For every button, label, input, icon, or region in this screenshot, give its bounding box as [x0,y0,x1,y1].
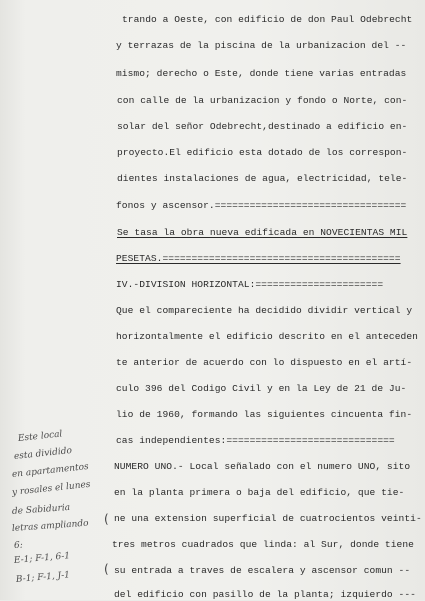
text-line-8: fonos y ascensor.================================= [116,200,407,211]
margin-bracket-mark: ( [104,512,109,526]
text-line-14: te anterior de acuerdo con lo dispuesto en el artí- [116,357,413,368]
margin-note-line-1: Este local [17,429,63,444]
item-heading-numero-uno: NUMERO UNO.- Local señalado con el numero UNO, sito [114,461,411,472]
section-heading-division-horizontal: IV.-DIVISION HORIZONTAL:====================== [116,279,384,290]
text-line-19: en la planta primera o baja del edificio, que tie- [114,487,405,498]
text-line-9: Se tasa la obra nueva edificada en NOVECIENTAS MIL [117,227,408,238]
margin-note-line-3: en apartamentos [11,461,90,480]
margin-note-line-2: esta dividido [13,445,73,462]
text-line-13: horizontalmente el edificio descrito en el anteceden [116,331,418,342]
margin-note-line-5: de Sabiduria [11,502,71,517]
margin-note-line-8: E-1; F-1, 6-1 [13,551,71,566]
text-line-15: culo 396 del Codigo Civil y en la Ley de 21 de Ju- [116,383,407,394]
text-line-6: proyecto.El edificio esta dotado de los correspon- [117,147,408,158]
margin-note-line-6: letras ampliando [11,518,89,534]
margin-note-line-9: B-1; F-1, J-1 [15,570,71,585]
text-line-4: con calle de la urbanizacion y fondo o Norte, con- [117,95,408,106]
text-line-5: solar del señor Odebrecht,destinado a edificio en- [117,121,408,132]
text-line-10: PESETAS.========================================= [116,253,401,264]
text-line-21: tres metros cuadrados que linda: al Sur, donde tiene [112,539,414,550]
margin-note-line-7: 6: [13,540,24,551]
margin-bracket-mark-2: ( [104,562,109,576]
text-line-16: lio de 1960, formando las siguientes cincuenta fin- [116,409,413,420]
text-line-1: trando a Oeste, con edificio de don Paul Odebrecht [122,14,413,25]
text-line-22: su entrada a traves de escalera y ascensor comun -- [114,565,411,576]
text-line-2: y terrazas de la piscina de la urbanizacion del -- [116,40,407,51]
text-line-17: cas independientes:============================= [116,435,395,446]
text-line-20: ne una extension superficial de cuatrocientos veinti- [114,513,422,524]
margin-note-line-4: y rosales el lunes [11,479,91,498]
text-line-23: del edificio con pasillo de la planta; izquierdo --- [114,589,416,600]
text-line-12: Que el compareciente ha decidido dividir vertical y [116,305,413,316]
text-line-7: dientes instalaciones de agua, electricidad, tele- [117,173,408,184]
text-line-3: mismo; derecho o Este, donde tiene varias entradas [116,68,407,79]
